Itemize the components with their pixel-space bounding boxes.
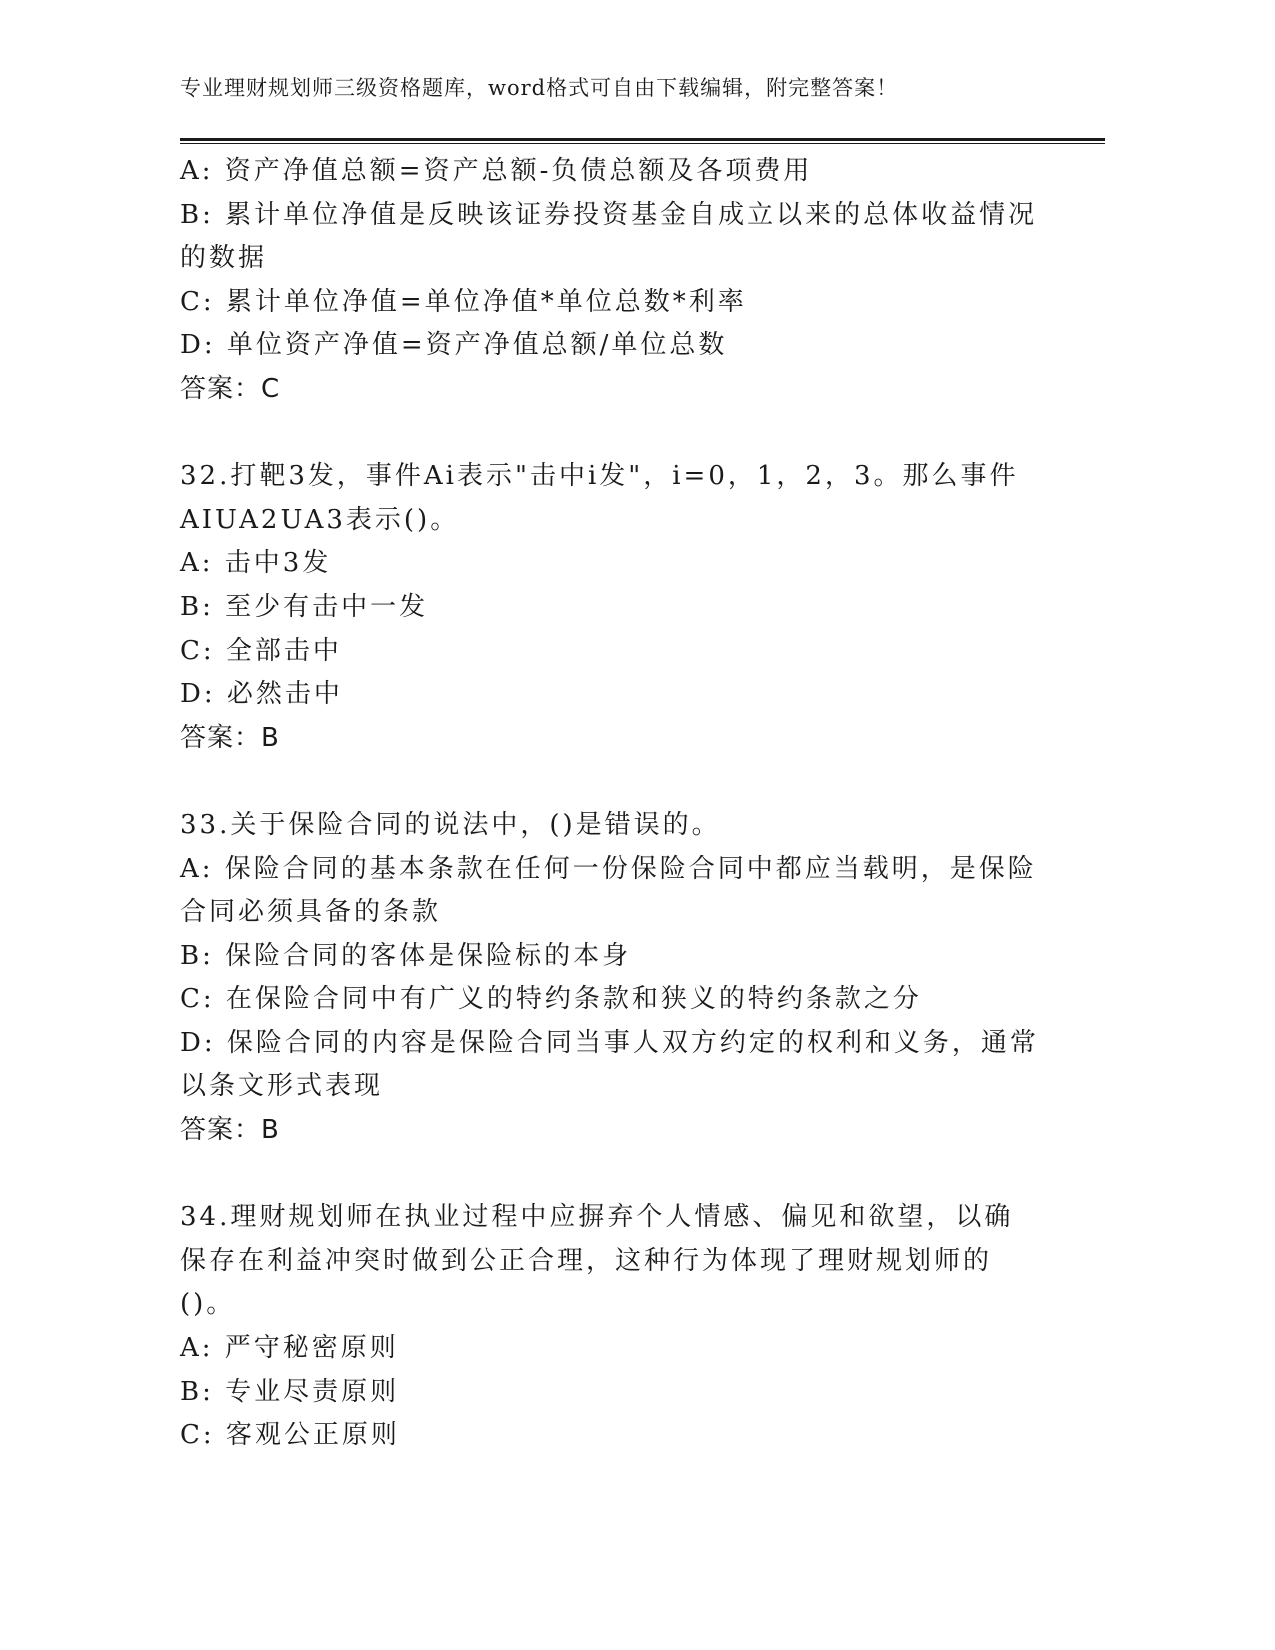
header-rule-thin [180,143,1105,144]
option-c: C: 全部击中 [180,635,342,666]
answer: 答案：B [180,722,280,753]
question-34-text: 34.理财规划师在执业过程中应摒弃个人情感、偏见和欲望，以确保存在利益冲突时做到公正合理，这种行为体现了理财规划师的()。 [180,1202,1014,1320]
option-b: B: 至少有击中一发 [180,591,429,622]
page-header: 专业理财规划师三级资格题库，word格式可自由下载编辑，附完整答案！ [180,76,899,100]
option-b: B: 保险合同的客体是保险标的本身 [180,940,632,971]
option-a: A: 保险合同的基本条款在任何一份保险合同中都应当载明，是保险合同必须具备的条款 [180,853,1037,928]
question-33-text: 33.关于保险合同的说法中，()是错误的。 [180,809,721,840]
question-content [180,150,1040,1458]
spacer [180,412,1040,456]
answer: 答案：C [180,373,281,404]
option-c: C: 累计单位净值=单位净值*单位总数*利率 [180,286,747,317]
answer: 答案：B [180,1115,280,1146]
option-d: D: 单位资产净值=资产净值总额/单位总数 [180,330,728,361]
option-a: A: 严守秘密原则 [180,1333,399,1364]
option-d: D: 必然击中 [180,679,343,710]
spacer [180,1153,1040,1197]
option-c: C: 在保险合同中有广义的特约条款和狭义的特约条款之分 [180,984,922,1015]
option-d: D: 保险合同的内容是保险合同当事人双方约定的权利和义务，通常以条文形式表现 [180,1027,1039,1102]
option-b: B: 专业尽责原则 [180,1376,400,1407]
option-a: A: 资产净值总额=资产总额-负债总额及各项费用 [180,156,813,186]
header-rule-thick [180,138,1105,141]
option-b: B: 累计单位净值是反映该证券投资基金自成立以来的总体收益情况的数据 [180,199,1038,274]
question-32-text: 32.打靶3发，事件Ai表示"击中i发"，i=0，1，2，3。那么事件AIUA2UA3表示()。 [180,461,1019,535]
option-a: A: 击中3发 [180,548,332,579]
option-c: C: 客观公正原则 [180,1420,400,1451]
spacer [180,760,1040,804]
